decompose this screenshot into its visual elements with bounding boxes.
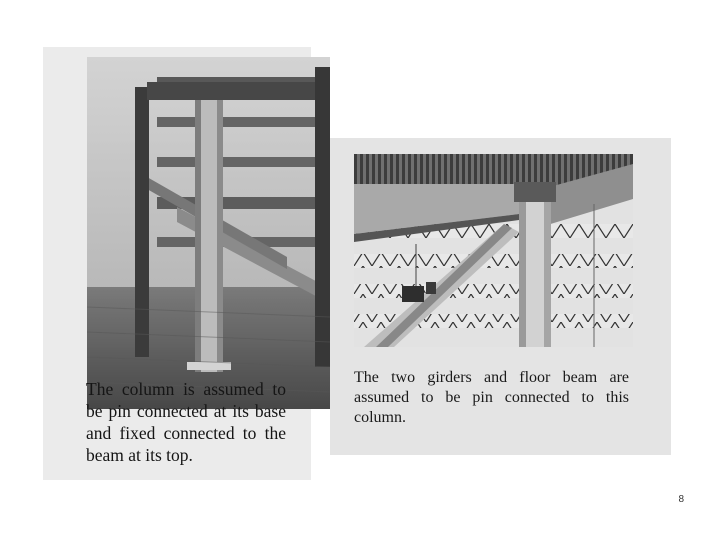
page-number: 8	[678, 494, 684, 505]
figure-caption-left: The column is assumed to be pin connected at its base and fixed connected to the beam at its top.	[86, 379, 286, 465]
steel-frame-column-photo	[87, 57, 330, 409]
scanned-figure-left	[43, 47, 311, 480]
figure-caption-right: The two girders and floor beam are assumed to be pin connected to this column.	[354, 369, 629, 426]
column-girder-connection-photo	[354, 154, 633, 347]
scanned-figure-right	[330, 138, 671, 455]
